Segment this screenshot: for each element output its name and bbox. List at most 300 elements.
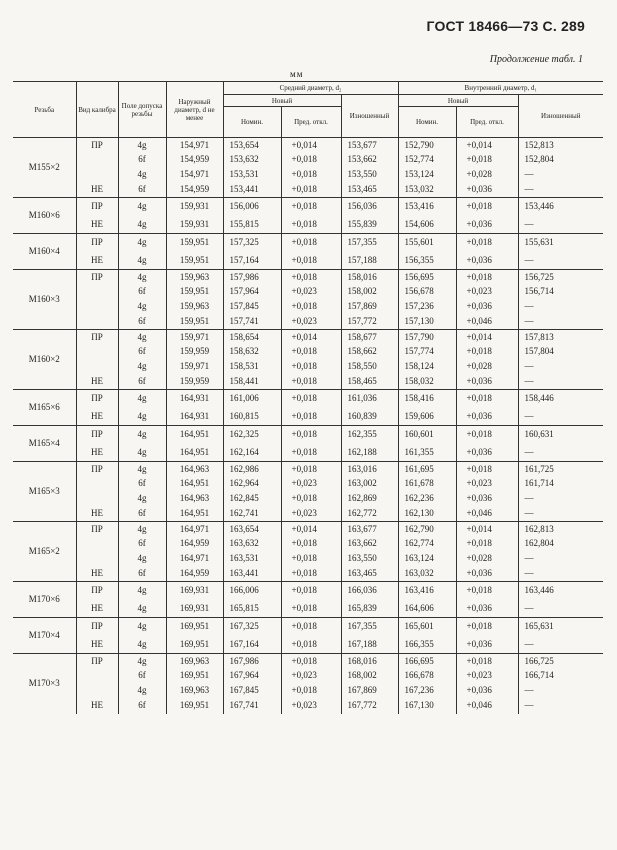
tolerance-field: 6f [118, 699, 166, 714]
table-row [13, 270, 603, 285]
inner-limit-dev: +0,018 [456, 270, 518, 285]
outer-diameter: 169,931 [166, 600, 223, 618]
inner-worn: — [518, 552, 603, 567]
mean-nominal: 157,164 [223, 252, 281, 270]
gauge-type: НЕ [76, 507, 118, 522]
inner-limit-dev: +0,018 [456, 537, 518, 552]
tolerance-field: 6f [118, 285, 166, 300]
mean-nominal: 153,632 [223, 153, 281, 168]
gauge-type: НЕ [76, 408, 118, 426]
mean-limit-dev: +0,018 [281, 216, 341, 234]
mean-limit-dev: +0,018 [281, 234, 341, 252]
inner-nominal: 167,130 [398, 699, 456, 714]
mean-limit-dev: +0,018 [281, 654, 341, 669]
mean-limit-dev: +0,018 [281, 552, 341, 567]
gauge-type [76, 360, 118, 375]
outer-diameter: 159,951 [166, 315, 223, 330]
gauge-type [76, 153, 118, 168]
mean-nominal: 157,986 [223, 270, 281, 285]
inner-worn: 166,714 [518, 669, 603, 684]
outer-diameter: 159,931 [166, 216, 223, 234]
inner-nominal: 162,236 [398, 492, 456, 507]
inner-limit-dev: +0,023 [456, 285, 518, 300]
inner-nominal: 161,678 [398, 477, 456, 492]
inner-limit-dev: +0,036 [456, 444, 518, 462]
inner-limit-dev: +0,036 [456, 636, 518, 654]
tolerance-field: 4g [118, 168, 166, 183]
thread-designation: M170×3 [13, 654, 76, 714]
mean-worn: 157,355 [341, 234, 398, 252]
tolerance-field: 4g [118, 618, 166, 636]
inner-worn: 165,631 [518, 618, 603, 636]
inner-worn: — [518, 360, 603, 375]
outer-diameter: 164,951 [166, 507, 223, 522]
outer-diameter: 164,951 [166, 426, 223, 444]
mean-nominal: 162,964 [223, 477, 281, 492]
mean-worn: 158,677 [341, 330, 398, 345]
inner-limit-dev: +0,018 [456, 426, 518, 444]
table-row [13, 462, 603, 477]
mean-limit-dev: +0,018 [281, 375, 341, 390]
outer-diameter: 169,951 [166, 699, 223, 714]
outer-diameter: 159,963 [166, 300, 223, 315]
inner-worn: — [518, 567, 603, 582]
tolerance-field: 4g [118, 216, 166, 234]
tolerance-field: 4g [118, 300, 166, 315]
tolerance-field: 4g [118, 600, 166, 618]
inner-limit-dev: +0,046 [456, 315, 518, 330]
inner-limit-dev: +0,018 [456, 618, 518, 636]
inner-limit-dev: +0,036 [456, 600, 518, 618]
table-continuation-note: Продолжение табл. 1 [489, 54, 583, 65]
inner-worn: 161,714 [518, 477, 603, 492]
thread-designation: M160×3 [13, 270, 76, 330]
table-row [13, 252, 603, 270]
gauge-type: НЕ [76, 252, 118, 270]
thread-designation: M160×2 [13, 330, 76, 390]
mean-limit-dev: +0,018 [281, 618, 341, 636]
inner-limit-dev: +0,018 [456, 153, 518, 168]
inner-worn: 162,813 [518, 522, 603, 537]
inner-worn: 161,725 [518, 462, 603, 477]
inner-limit-dev: +0,018 [456, 462, 518, 477]
tolerance-field: 6f [118, 153, 166, 168]
gauge-type: ПР [76, 522, 118, 537]
tolerance-field: 4g [118, 234, 166, 252]
outer-diameter: 164,971 [166, 552, 223, 567]
inner-limit-dev: +0,046 [456, 507, 518, 522]
table-row [13, 618, 603, 636]
tolerance-field: 4g [118, 654, 166, 669]
mean-worn: 165,839 [341, 600, 398, 618]
gauge-type: ПР [76, 462, 118, 477]
inner-worn: — [518, 375, 603, 390]
mean-worn: 163,662 [341, 537, 398, 552]
tolerance-field: 4g [118, 360, 166, 375]
outer-diameter: 169,951 [166, 636, 223, 654]
mean-limit-dev: +0,018 [281, 636, 341, 654]
mean-worn: 158,002 [341, 285, 398, 300]
mean-worn: 161,036 [341, 390, 398, 408]
mean-worn: 167,188 [341, 636, 398, 654]
gauge-type: ПР [76, 198, 118, 216]
tolerance-field: 4g [118, 252, 166, 270]
inner-nominal: 156,678 [398, 285, 456, 300]
inner-worn: 152,813 [518, 138, 603, 153]
tolerance-field: 4g [118, 138, 166, 153]
table-row [13, 699, 603, 714]
mean-nominal: 153,531 [223, 168, 281, 183]
inner-worn: — [518, 600, 603, 618]
mean-worn: 158,550 [341, 360, 398, 375]
mean-nominal: 167,845 [223, 684, 281, 699]
inner-nominal: 158,416 [398, 390, 456, 408]
mean-nominal: 155,815 [223, 216, 281, 234]
tolerance-field: 4g [118, 330, 166, 345]
mean-nominal: 163,654 [223, 522, 281, 537]
mean-worn: 166,036 [341, 582, 398, 600]
mean-limit-dev: +0,023 [281, 477, 341, 492]
gauge-type: ПР [76, 390, 118, 408]
inner-limit-dev: +0,018 [456, 582, 518, 600]
mean-limit-dev: +0,018 [281, 252, 341, 270]
outer-diameter: 159,951 [166, 285, 223, 300]
mean-nominal: 157,741 [223, 315, 281, 330]
inner-limit-dev: +0,036 [456, 216, 518, 234]
table-row [13, 168, 603, 183]
inner-worn: 156,725 [518, 270, 603, 285]
mean-limit-dev: +0,018 [281, 345, 341, 360]
document-title: ГОСТ 18466—73 С. 289 [426, 18, 585, 34]
mean-nominal: 153,654 [223, 138, 281, 153]
mean-nominal: 162,325 [223, 426, 281, 444]
tolerance-field: 6f [118, 375, 166, 390]
inner-worn: 163,446 [518, 582, 603, 600]
tolerance-field: 6f [118, 315, 166, 330]
gauge-type [76, 345, 118, 360]
tolerance-field: 4g [118, 408, 166, 426]
mean-worn: 153,550 [341, 168, 398, 183]
mean-limit-dev: +0,018 [281, 300, 341, 315]
inner-nominal: 166,355 [398, 636, 456, 654]
outer-diameter: 164,963 [166, 462, 223, 477]
inner-nominal: 163,124 [398, 552, 456, 567]
col-inner-worn: Изношенный [518, 95, 603, 138]
inner-limit-dev: +0,018 [456, 654, 518, 669]
outer-diameter: 169,951 [166, 618, 223, 636]
inner-worn: 160,631 [518, 426, 603, 444]
unit-label: мм [290, 69, 304, 79]
table-row [13, 600, 603, 618]
inner-nominal: 160,601 [398, 426, 456, 444]
inner-worn: — [518, 507, 603, 522]
mean-worn: 167,869 [341, 684, 398, 699]
mean-limit-dev: +0,018 [281, 462, 341, 477]
mean-nominal: 156,006 [223, 198, 281, 216]
inner-worn: — [518, 636, 603, 654]
mean-nominal: 157,325 [223, 234, 281, 252]
inner-nominal: 157,790 [398, 330, 456, 345]
mean-limit-dev: +0,023 [281, 699, 341, 714]
gauge-type [76, 552, 118, 567]
col-gauge-type: Вид калибра [76, 82, 118, 138]
tolerance-field: 4g [118, 270, 166, 285]
gauge-type: ПР [76, 138, 118, 153]
table-row [13, 669, 603, 684]
col-mean-diameter: Средний диаметр, d₂ [223, 82, 398, 95]
inner-limit-dev: +0,023 [456, 477, 518, 492]
tolerance-field: 6f [118, 507, 166, 522]
mean-worn: 168,002 [341, 669, 398, 684]
mean-nominal: 162,986 [223, 462, 281, 477]
mean-nominal: 160,815 [223, 408, 281, 426]
tolerance-field: 4g [118, 198, 166, 216]
table-row [13, 477, 603, 492]
mean-worn: 158,016 [341, 270, 398, 285]
inner-nominal: 157,774 [398, 345, 456, 360]
outer-diameter: 164,951 [166, 444, 223, 462]
tolerance-field: 4g [118, 462, 166, 477]
mean-limit-dev: +0,018 [281, 153, 341, 168]
mean-limit-dev: +0,018 [281, 390, 341, 408]
mean-worn: 153,662 [341, 153, 398, 168]
table-row [13, 426, 603, 444]
outer-diameter: 169,963 [166, 654, 223, 669]
mean-nominal: 167,741 [223, 699, 281, 714]
table-row [13, 153, 603, 168]
mean-worn: 168,016 [341, 654, 398, 669]
col-inner-diameter: Внутренний диаметр, d₁ [398, 82, 603, 95]
outer-diameter: 159,959 [166, 375, 223, 390]
table-row [13, 552, 603, 567]
inner-nominal: 157,130 [398, 315, 456, 330]
tolerance-field: 4g [118, 582, 166, 600]
thread-designation: M155×2 [13, 138, 76, 198]
col-mean-limit-dev: Пред. откл. [281, 107, 341, 138]
inner-worn: 157,813 [518, 330, 603, 345]
mean-nominal: 165,815 [223, 600, 281, 618]
mean-limit-dev: +0,018 [281, 684, 341, 699]
mean-worn: 157,188 [341, 252, 398, 270]
thread-designation: M160×6 [13, 198, 76, 234]
inner-worn: — [518, 216, 603, 234]
outer-diameter: 154,959 [166, 153, 223, 168]
table-row [13, 567, 603, 582]
col-mean-worn: Изношенный [341, 95, 398, 138]
tolerance-field: 4g [118, 684, 166, 699]
mean-nominal: 158,654 [223, 330, 281, 345]
table-row [13, 582, 603, 600]
mean-worn: 156,036 [341, 198, 398, 216]
mean-limit-dev: +0,014 [281, 330, 341, 345]
inner-nominal: 164,606 [398, 600, 456, 618]
mean-worn: 162,869 [341, 492, 398, 507]
tolerance-field: 6f [118, 477, 166, 492]
gauge-type: ПР [76, 654, 118, 669]
table-row [13, 198, 603, 216]
outer-diameter: 154,971 [166, 138, 223, 153]
mean-nominal: 158,441 [223, 375, 281, 390]
inner-worn: 152,804 [518, 153, 603, 168]
gauge-type: НЕ [76, 567, 118, 582]
outer-diameter: 169,931 [166, 582, 223, 600]
inner-nominal: 162,130 [398, 507, 456, 522]
table-row [13, 537, 603, 552]
inner-worn: — [518, 300, 603, 315]
tolerance-field: 6f [118, 669, 166, 684]
gauge-type [76, 285, 118, 300]
mean-limit-dev: +0,018 [281, 426, 341, 444]
mean-limit-dev: +0,014 [281, 138, 341, 153]
tolerance-field: 4g [118, 444, 166, 462]
mean-worn: 158,465 [341, 375, 398, 390]
inner-nominal: 166,678 [398, 669, 456, 684]
inner-limit-dev: +0,036 [456, 252, 518, 270]
mean-limit-dev: +0,018 [281, 408, 341, 426]
inner-worn: — [518, 684, 603, 699]
table-row [13, 408, 603, 426]
inner-worn: 156,714 [518, 285, 603, 300]
mean-nominal: 158,531 [223, 360, 281, 375]
table-row [13, 183, 603, 198]
outer-diameter: 169,951 [166, 669, 223, 684]
outer-diameter: 159,951 [166, 252, 223, 270]
mean-worn: 157,869 [341, 300, 398, 315]
inner-nominal: 153,032 [398, 183, 456, 198]
mean-nominal: 167,986 [223, 654, 281, 669]
outer-diameter: 164,959 [166, 567, 223, 582]
mean-limit-dev: +0,018 [281, 492, 341, 507]
outer-diameter: 169,963 [166, 684, 223, 699]
inner-nominal: 159,606 [398, 408, 456, 426]
outer-diameter: 159,971 [166, 330, 223, 345]
col-thread: Резьба [13, 82, 76, 138]
mean-limit-dev: +0,018 [281, 360, 341, 375]
inner-limit-dev: +0,014 [456, 138, 518, 153]
gauge-type: НЕ [76, 444, 118, 462]
thread-designation: M165×2 [13, 522, 76, 582]
table-row [13, 360, 603, 375]
gauge-type: НЕ [76, 375, 118, 390]
inner-worn: — [518, 168, 603, 183]
inner-worn: — [518, 444, 603, 462]
table-row [13, 492, 603, 507]
inner-worn: 153,446 [518, 198, 603, 216]
table-row [13, 375, 603, 390]
outer-diameter: 164,963 [166, 492, 223, 507]
mean-limit-dev: +0,014 [281, 522, 341, 537]
mean-limit-dev: +0,023 [281, 669, 341, 684]
gauge-type: НЕ [76, 636, 118, 654]
inner-nominal: 162,790 [398, 522, 456, 537]
mean-nominal: 153,441 [223, 183, 281, 198]
inner-worn: — [518, 315, 603, 330]
tolerance-field: 6f [118, 567, 166, 582]
gauge-type [76, 315, 118, 330]
table-row [13, 444, 603, 462]
mean-limit-dev: +0,023 [281, 285, 341, 300]
table-row [13, 507, 603, 522]
gauge-type: ПР [76, 426, 118, 444]
inner-nominal: 163,032 [398, 567, 456, 582]
gauge-type: НЕ [76, 183, 118, 198]
mean-worn: 163,016 [341, 462, 398, 477]
inner-worn: — [518, 492, 603, 507]
thread-designation: M165×4 [13, 426, 76, 462]
inner-nominal: 157,236 [398, 300, 456, 315]
table-row [13, 315, 603, 330]
thread-designation: M165×6 [13, 390, 76, 426]
col-outer-diameter: Наружный диаметр, d не менее [166, 82, 223, 138]
mean-nominal: 166,006 [223, 582, 281, 600]
gauge-type: ПР [76, 330, 118, 345]
inner-limit-dev: +0,028 [456, 360, 518, 375]
mean-nominal: 161,006 [223, 390, 281, 408]
mean-worn: 153,677 [341, 138, 398, 153]
inner-limit-dev: +0,036 [456, 684, 518, 699]
mean-nominal: 167,325 [223, 618, 281, 636]
gauge-type [76, 492, 118, 507]
inner-nominal: 154,606 [398, 216, 456, 234]
table-row [13, 234, 603, 252]
outer-diameter: 164,951 [166, 477, 223, 492]
inner-worn: 157,804 [518, 345, 603, 360]
gauge-type [76, 537, 118, 552]
table-row [13, 684, 603, 699]
inner-nominal: 162,774 [398, 537, 456, 552]
inner-worn: — [518, 699, 603, 714]
mean-worn: 162,355 [341, 426, 398, 444]
thread-designation: M165×3 [13, 462, 76, 522]
inner-limit-dev: +0,036 [456, 183, 518, 198]
inner-nominal: 152,774 [398, 153, 456, 168]
mean-limit-dev: +0,018 [281, 183, 341, 198]
inner-worn: 162,804 [518, 537, 603, 552]
tolerance-field: 6f [118, 537, 166, 552]
inner-limit-dev: +0,036 [456, 492, 518, 507]
col-inner-nominal: Номин. [398, 107, 456, 138]
table-row [13, 330, 603, 345]
mean-worn: 163,465 [341, 567, 398, 582]
inner-limit-dev: +0,018 [456, 390, 518, 408]
inner-worn: 166,725 [518, 654, 603, 669]
outer-diameter: 154,959 [166, 183, 223, 198]
gauge-type: ПР [76, 618, 118, 636]
table-row [13, 345, 603, 360]
table-row [13, 300, 603, 315]
outer-diameter: 164,931 [166, 390, 223, 408]
mean-nominal: 162,845 [223, 492, 281, 507]
inner-limit-dev: +0,036 [456, 567, 518, 582]
outer-diameter: 159,931 [166, 198, 223, 216]
col-mean-new: Новый [223, 95, 341, 107]
mean-nominal: 158,632 [223, 345, 281, 360]
inner-nominal: 161,355 [398, 444, 456, 462]
inner-limit-dev: +0,036 [456, 300, 518, 315]
gauge-type: НЕ [76, 699, 118, 714]
inner-nominal: 153,124 [398, 168, 456, 183]
table-row [13, 285, 603, 300]
mean-worn: 167,772 [341, 699, 398, 714]
tolerance-field: 4g [118, 636, 166, 654]
col-tolerance-field: Поле допуска резьбы [118, 82, 166, 138]
inner-worn: 158,446 [518, 390, 603, 408]
gauge-type [76, 669, 118, 684]
thread-designation: M170×4 [13, 618, 76, 654]
inner-nominal: 155,601 [398, 234, 456, 252]
mean-worn: 163,550 [341, 552, 398, 567]
inner-worn: 155,631 [518, 234, 603, 252]
